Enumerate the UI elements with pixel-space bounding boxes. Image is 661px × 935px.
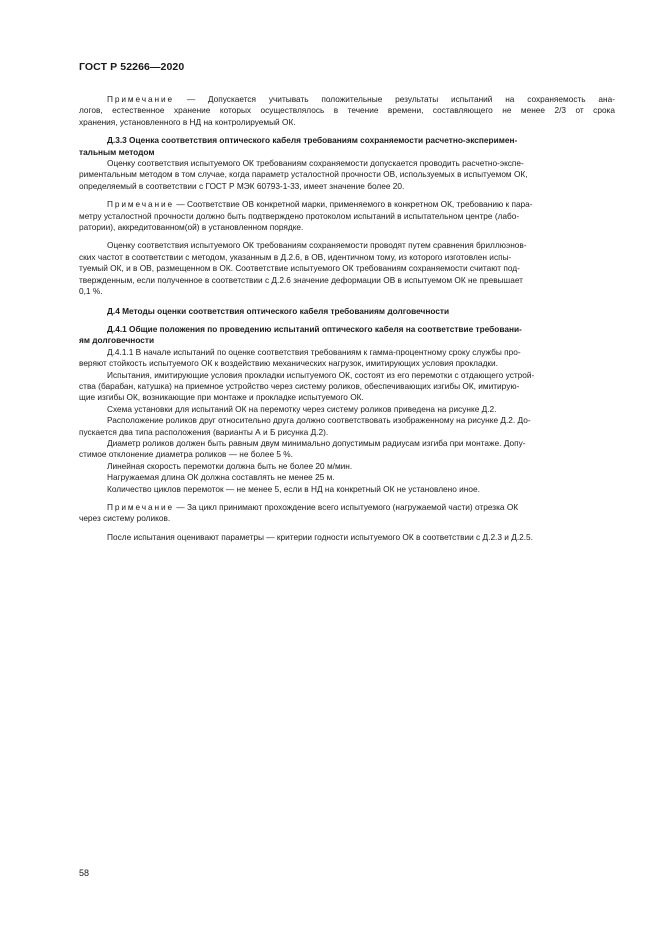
note-1: Примечание — Допускается учитывать положительные результаты испытаний на сохраняемость ана- bbox=[107, 94, 615, 104]
note-label: Примечание bbox=[107, 199, 175, 210]
paragraph-1-line-2: риментальным методом в том случае, когда параметр усталостной прочности ОВ, используемых в испытуемом ОК, bbox=[79, 169, 528, 180]
paragraph-1: Оценку соответствия испытуемого ОК требованиям сохраняемости допускается проводить расчетно-экспе- bbox=[107, 158, 524, 169]
paragraph-2-line-5: 0,1 %. bbox=[79, 286, 103, 297]
paragraph-4-line-3: щие изгибы ОК, возникающие при монтаже и прокладке испытуемого ОК. bbox=[79, 392, 364, 403]
paragraph-7-line-2: стимое отклонение диаметра роликов — не более 5 %. bbox=[79, 449, 293, 460]
note-label: Примечание bbox=[107, 502, 175, 512]
page-content bbox=[79, 94, 615, 543]
section-d41-heading-line-2: ям долговечности bbox=[79, 335, 155, 346]
note-2: Примечание — Соответствие ОВ конкретной марки, применяемого в конкретном ОК, требованию к пара- bbox=[107, 199, 533, 210]
paragraph-4: Испытания, имитирующие условия прокладки испытуемого ОК, состоят из его перемотки с отдающего устрой- bbox=[107, 369, 535, 380]
paragraph-11: После испытания оценивают параметры — критерии годности испытуемого ОК в соответствии с Д.2.3 и Д.2.5. bbox=[107, 531, 533, 542]
paragraph-4-line-2: ства (барабан, катушка) на приемное устройство через систему роликов, обеспечивающих изгибы ОК, имитирую- bbox=[79, 380, 520, 391]
paragraph-2-line-3: туемый ОК, и в ОВ, размещенном в ОК. Соответствие испытуемого ОК требованиям сохраняемости считают под- bbox=[79, 263, 520, 274]
paragraph-5: Схема установки для испытаний ОК на перемотку через систему роликов приведена на рисунке Д.2. bbox=[107, 403, 497, 414]
paragraph-2-line-4: твержденным, если полученное в соответствии с Д.2.6 значение деформации ОВ в испытуемом ОК не превышает bbox=[79, 274, 523, 285]
standard-header: ГОСТ Р 52266—2020 bbox=[79, 61, 185, 73]
note-3-line-2: через систему роликов. bbox=[79, 513, 171, 524]
paragraph-7: Диаметр роликов должен быть равным двум минимально допустимым радиусам изгиба при монтаже. Допу- bbox=[107, 437, 526, 448]
note-label: Примечание bbox=[107, 94, 175, 104]
section-d41-heading: Д.4.1 Общие положения по проведению испытаний оптического кабеля на соответствие требовани- bbox=[107, 323, 522, 334]
paragraph-3-line-2: веряют стойкость испытуемого ОК к воздействию механических нагрузок, имитирующих условия прокладки. bbox=[79, 358, 498, 369]
paragraph-2-line-2: ских частот в соответствии с методом, указанным в Д.2.6, в ОВ, идентичном тому, из которого изготовлен испы- bbox=[79, 251, 512, 262]
section-d33-heading: Д.3.3 Оценка соответствия оптического кабеля требованиям сохраняемости расчетно-эксперимен- bbox=[107, 135, 518, 146]
section-d33-heading-line-2: тальным методом bbox=[79, 146, 155, 157]
paragraph-8: Линейная скорость перемотки должна быть не более 20 м/мин. bbox=[107, 460, 353, 471]
note-3: Примечание — За цикл принимают прохождение всего испытуемого (нагружаемой части) отрезка ОК bbox=[107, 502, 519, 512]
paragraph-9: Нагружаемая длина ОК должна составлять не менее 25 м. bbox=[107, 472, 335, 483]
page-number: 58 bbox=[79, 868, 90, 878]
note-1-line-2: логов, естественное хранение которых осуществлялось в течение времени, составляющего не менее 2/3 от срока bbox=[79, 105, 615, 116]
paragraph-2: Оценку соответствия испытуемого ОК требованиям сохраняемости проводят путем сравнения бриллюэнов- bbox=[107, 240, 527, 251]
paragraph-3: Д.4.1.1 В начале испытаний по оценке соответствия требованиям к гамма-процентному сроку службы про- bbox=[107, 346, 521, 357]
paragraph-6: Расположение роликов друг относительно друга должно соответствовать изображенному на рисунке Д.2. До- bbox=[107, 415, 531, 426]
paragraph-10: Количество циклов перемоток — не менее 5, если в НД на конкретный ОК не установлено иное. bbox=[107, 483, 480, 494]
note-2-line-2: метру усталостной прочности должно быть подтверждено протоколом испытаний в испытательном центре (лабо- bbox=[79, 210, 520, 221]
paragraph-1-line-3: определяемый в соответствии с ГОСТ Р МЭК 60793-1-33, имеет значение более 20. bbox=[79, 180, 405, 191]
section-d4-heading: Д.4 Методы оценки соответствия оптического кабеля требованиям долговечности bbox=[107, 305, 450, 316]
note-1-line-3: хранения, установленного в НД на контролируемый ОК. bbox=[79, 116, 296, 127]
note-2-line-3: ратории), аккредитованном(ой) в установленном порядке. bbox=[79, 222, 304, 233]
paragraph-6-line-2: пускается два типа расположения (варианты А и Б рисунка Д.2). bbox=[79, 426, 329, 437]
